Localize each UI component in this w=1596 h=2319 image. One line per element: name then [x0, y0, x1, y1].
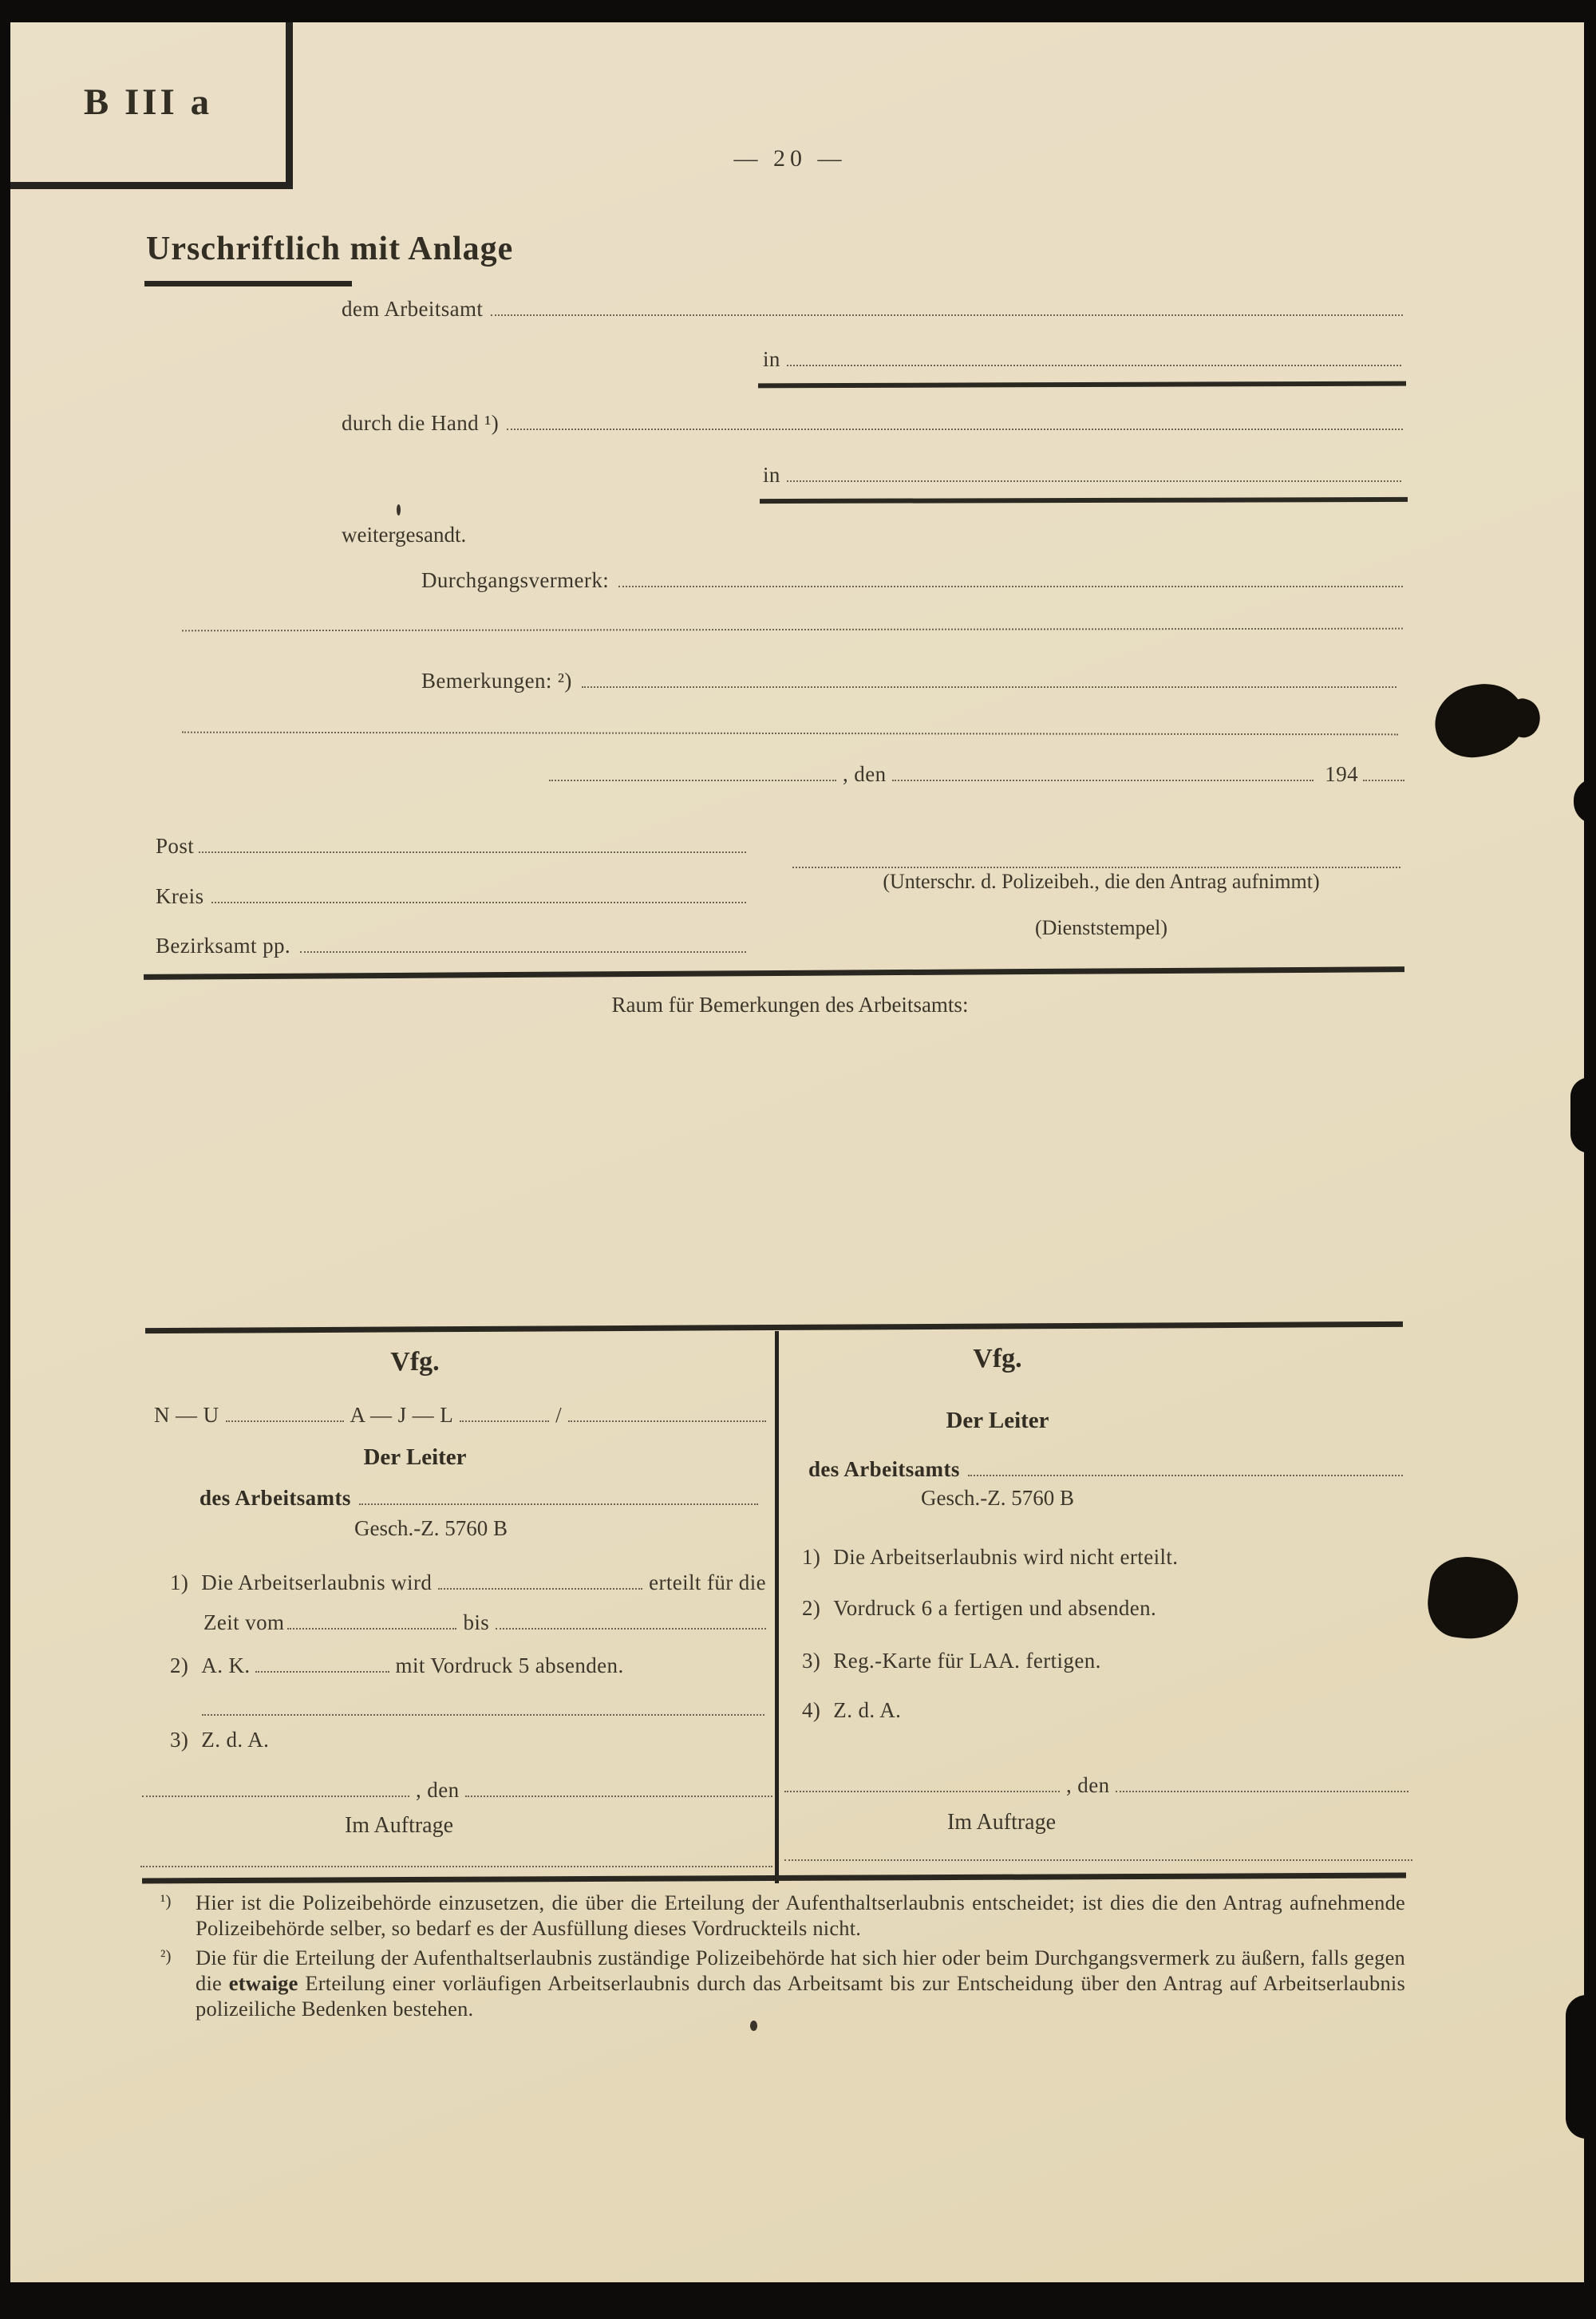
item-1-text-before: Die Arbeitserlaubnis wird [201, 1570, 433, 1594]
scan-edge-right [1584, 0, 1596, 2319]
vfg-left-leiter: Der Leiter [363, 1444, 467, 1470]
vfg-left-date-line [142, 1778, 772, 1803]
vfg-right-date-line [784, 1773, 1408, 1798]
kreis-write-line[interactable] [211, 902, 746, 903]
vfg-right-title: Vfg. [973, 1344, 1022, 1373]
vfg-left-gesch-z: Gesch.-Z. 5760 B [354, 1516, 508, 1540]
vfg-right-gesch-z: Gesch.-Z. 5760 B [921, 1486, 1074, 1510]
right-item-1-number: 1) [802, 1545, 821, 1569]
form-code-label: B III a [83, 81, 213, 123]
right-item-3-number: 3) [802, 1649, 821, 1673]
scan-edge-top [0, 0, 1596, 22]
place-write-line[interactable] [549, 780, 836, 781]
page-title: Urschriftlich mit Anlage [146, 231, 514, 267]
footnote-2-text-after: Erteilung einer vorläufigen Arbeitserlaubnis durch das Arbeitsamt bis zur Entscheidung über den Antrag auf Arbeitserlaubnis polizeiliche Bedenken bestehen. [196, 1970, 1405, 2021]
right-item-3-text: Reg.-Karte für LAA. fertigen. [833, 1649, 1101, 1673]
vfg-left-arbeitsamt-label: des Arbeitsamts [200, 1486, 351, 1510]
bezirksamt-write-line[interactable] [300, 951, 746, 953]
post-label: Post [156, 834, 195, 858]
vfg-left-item-1 [170, 1570, 766, 1595]
scan-edge-bump-3 [1566, 1995, 1596, 2139]
field-post [156, 834, 746, 859]
form-code-box [10, 22, 293, 189]
bis-write-line[interactable] [496, 1628, 766, 1630]
zeit-vom-label: Zeit vom [203, 1610, 285, 1634]
durchgangsvermerk-label: Durchgangsvermerk: [421, 568, 610, 592]
vfg-left-place-write-line[interactable] [142, 1796, 409, 1797]
vfg-right-leiter: Der Leiter [946, 1408, 1049, 1433]
zeit-vom-write-line[interactable] [287, 1628, 456, 1630]
vfg-left-arbeitsamt [200, 1486, 758, 1511]
post-write-line[interactable] [199, 851, 746, 853]
vfg-left-code-line [154, 1403, 766, 1428]
item-2-text-after: mit Vordruck 5 absenden. [395, 1653, 624, 1677]
field-dem-arbeitsamt [342, 297, 1403, 322]
footnote-1-marker: ¹) [160, 1891, 172, 1910]
dienststempel-caption: (Dienststempel) [1034, 916, 1168, 939]
heading-underline [144, 281, 352, 286]
field-durch-die-hand [342, 411, 1403, 436]
footnote-1-text: Hier ist die Polizeibehörde einzusetzen, die über die Erteilung der Aufenthaltserlaubnis entscheidet; ist dies die den Antrag aufnehmende Polizeibehörde selber, so bedarf es der Ausfüllung dieses Vordruckteils nicht. [196, 1890, 1405, 1941]
year-label: 194 [1325, 762, 1358, 786]
code-write-line[interactable] [568, 1420, 766, 1422]
field-place-date [549, 762, 1404, 787]
kreis-label: Kreis [156, 884, 204, 908]
right-item-1-text: Die Arbeitserlaubnis wird nicht erteilt. [833, 1545, 1179, 1569]
field-kreis [156, 884, 746, 909]
vfg-left-title: Vfg. [390, 1347, 440, 1377]
slash-label: / [555, 1403, 563, 1427]
vfg-right-item-3 [802, 1649, 1101, 1673]
right-item-4-number: 4) [802, 1698, 821, 1722]
vfg-right-item-2 [802, 1596, 1156, 1621]
item-3-number: 3) [170, 1728, 189, 1752]
vfg-right-date-write-line[interactable] [1116, 1791, 1408, 1792]
durch-die-hand-write-line[interactable] [507, 429, 1403, 430]
footnotes [156, 1890, 1405, 2025]
bezirksamt-label: Bezirksamt pp. [156, 934, 291, 958]
item-1-number: 1) [170, 1570, 189, 1594]
weitergesandt-label: weitergesandt. [342, 523, 467, 547]
vfg-left-signature-write-line[interactable] [140, 1866, 772, 1867]
vfg-left-item-3 [170, 1728, 269, 1752]
vfg-right-im-auftrage: Im Auftrage [946, 1810, 1057, 1835]
vfg-left-den-label: , den [416, 1778, 460, 1802]
item-1-write-line[interactable] [438, 1588, 642, 1590]
footnote-2 [156, 1945, 1405, 2022]
right-item-2-text: Vordruck 6 a fertigen und absenden. [833, 1596, 1157, 1620]
vfg-left-item-2 [170, 1653, 766, 1678]
field-in-2 [763, 463, 1401, 488]
in-1-label: in [763, 347, 780, 371]
footnote-1 [156, 1890, 1405, 1942]
item-2-label: A. K. [201, 1653, 251, 1677]
vfg-right-place-write-line[interactable] [784, 1791, 1060, 1792]
scan-edge-bottom [0, 2282, 1596, 2319]
item-2-write-line-2[interactable] [202, 1714, 764, 1716]
item-2-write-line[interactable] [255, 1671, 389, 1673]
bemerkungen-write-line[interactable] [582, 686, 1396, 688]
scan-edge-left [0, 0, 10, 2319]
year-write-line[interactable] [1363, 780, 1404, 781]
vfg-left-arbeitsamt-write-line[interactable] [359, 1503, 758, 1505]
item-2-number: 2) [170, 1653, 189, 1677]
footnote-2-bold-word: etwaige [228, 1970, 298, 1995]
right-item-4-text: Z. d. A. [833, 1698, 902, 1722]
dem-arbeitsamt-write-line[interactable] [491, 314, 1403, 316]
nu-write-line[interactable] [226, 1420, 344, 1422]
nu-label: N — U [154, 1403, 219, 1427]
bemerkungen-label: Bemerkungen: ²) [421, 669, 572, 693]
scan-edge-bump-2 [1570, 1077, 1596, 1153]
field-bemerkungen [421, 669, 1396, 693]
vfg-right-arbeitsamt [808, 1457, 1403, 1482]
in-2-write-line[interactable] [787, 480, 1401, 482]
vfg-left-im-auftrage: Im Auftrage [344, 1813, 454, 1838]
durchgangsvermerk-write-line[interactable] [618, 586, 1403, 587]
vfg-column-divider [775, 1331, 779, 1883]
signature-write-line[interactable] [792, 867, 1400, 868]
field-bezirksamt [156, 934, 746, 958]
ink-speck [397, 504, 401, 516]
field-durchgangsvermerk [421, 568, 1403, 593]
vfg-right-signature-write-line[interactable] [784, 1859, 1412, 1861]
footnote-2-marker: ²) [160, 1946, 172, 1965]
ink-speck-2 [750, 2021, 757, 2031]
vfg-right-item-1 [802, 1545, 1178, 1570]
vfg-left-date-write-line[interactable] [465, 1796, 772, 1797]
signature-caption: (Unterschr. d. Polizeibeh., die den Antrag aufnimmt) [883, 870, 1320, 893]
page-number: — 20 — [733, 145, 847, 172]
date-write-line[interactable] [892, 780, 1314, 781]
vfg-right-den-label: , den [1066, 1773, 1110, 1797]
field-in-1 [763, 347, 1401, 372]
raum-caption: Raum für Bemerkungen des Arbeitsamts: [611, 993, 969, 1017]
in-2-label: in [763, 463, 780, 487]
ajl-write-line[interactable] [460, 1420, 549, 1422]
den-label: , den [843, 762, 887, 786]
durch-die-hand-label: durch die Hand ¹) [342, 411, 500, 435]
footnote-2-text-before: Die für die Erteilung der Aufenthaltserlaubnis zuständige Polizeibehörde hat sich hier oder beim Durchgangsvermerk zu äußern, falls gegen die [196, 1945, 1405, 1995]
in-1-write-line[interactable] [787, 365, 1401, 366]
vfg-right-item-4 [802, 1698, 901, 1723]
ajl-label: A — J — L [350, 1403, 454, 1427]
bis-label: bis [463, 1610, 490, 1634]
vfg-left-item-1b [203, 1610, 766, 1635]
vfg-right-arbeitsamt-write-line[interactable] [968, 1475, 1403, 1476]
item-1-text-after: erteilt für die [649, 1570, 766, 1594]
dem-arbeitsamt-label: dem Arbeitsamt [342, 297, 484, 321]
vfg-right-arbeitsamt-label: des Arbeitsamts [808, 1457, 960, 1481]
right-item-2-number: 2) [802, 1596, 821, 1620]
item-3-label: Z. d. A. [201, 1728, 270, 1752]
